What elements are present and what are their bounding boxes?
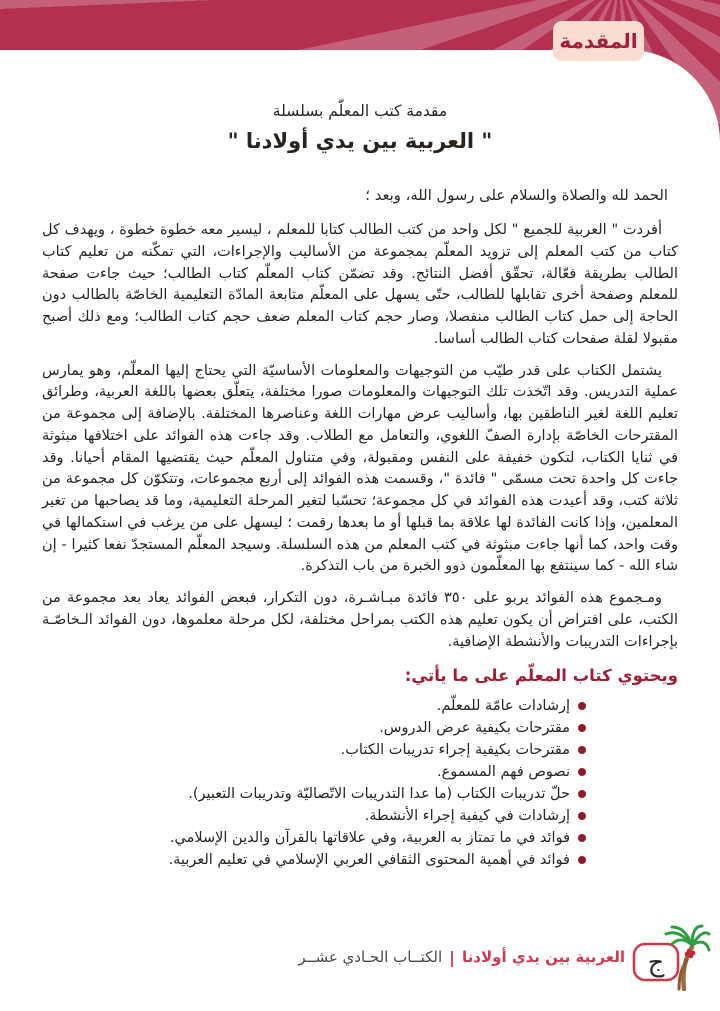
chapter-tab-label: المقدمة <box>559 29 638 53</box>
circle-bullet-icon <box>578 724 586 732</box>
list-item <box>42 695 586 717</box>
list-item-label: مقترحات بكيفية عرض الدروس. <box>379 720 570 737</box>
circle-bullet-icon <box>578 856 586 864</box>
list-item-label: مقترحات بكيفية إجراء تدريبات الكتاب. <box>340 742 570 759</box>
page-content <box>0 50 720 872</box>
list-item <box>42 805 586 827</box>
list-item-label: إرشادات عامّة للمعلّم. <box>436 698 570 715</box>
circle-bullet-icon <box>578 768 586 776</box>
list-item <box>42 761 586 783</box>
list-item-label: إرشادات في كيفية إجراء الأنشطة. <box>364 808 570 825</box>
contents-heading: ويحتوي كتاب المعلّم على ما يأتي: <box>404 666 678 686</box>
paragraph-2: يشتمل الكتاب على قدر طيّب من التوجيهات والمعلومات الأساسيّة التي يحتاج إليها المعلّم، وهو يمارس عملية التدريس. وقد اتّخذت تلك التوجيهات والمعلومات صورا مختلفة، يتعلّق بعضها باللغة العربية، وطرائق تعليم اللغة لغير الناطقين بها، وأساليب عرض مهارات اللغة وعناصرها المختلفة. بالإضافة إلى مجموعة من المقترحات الخاصّة بإدارة الصفّ اللغوي، والتعامل مع الطلاب. وقد جاءت هذه الفوائد على اختلافها مبثوثة في ثنايا الكتاب، لتكون خفيفة على النفس ومقبولة، وفي متناول المعلّم حيث يقتضيها المقام أحيانا. وقد جاءت كل واحدة تحت مسمّى " فائدة "، وقسمت هذه الفوائد إلى أربع مجموعات، وتتكوّن كل مجموعة من ثلاثة كتب، وقد أعيدت هذه الفوائد في كل مجموعة؛ تحسّبا لتغير المرحلة التعليمية، وما قد يصاحبها من تغير المعلمين، وإذا كانت الفائدة لها علاقة بما قبلها أو ما بعدها رقمت ؛ ليسهل على من يرغب في استكمالها في وقت واحد، كما أنها جاءت مبثوثة في كتب المعلم من هذه السلسلة. وسيجد المعلّم المستجدّ نفعا كثيرا - إن شاء الله - كما سينتفع بها المعلّمون ذوو الخبرة من باب التذكرة. <box>42 362 678 575</box>
paragraph-3: ومـجموع هذه الفوائد يربو على ٣٥٠ فائدة مبـاشـرة، دون التكرار، فبعض الفوائد يعاد بعد مجموعة من الكتب، على افتراض أن يكون تعليم هذه الكتب بمراحل مختلفة، لكل مرحلة معلموها، دون الفوائد الـخاصّـة بإجراءات التدريبات والأنشطة الإضافية. <box>42 590 678 650</box>
list-item-label: فوائد في أهمية المحتوى الثقافي العربي الإسلامي في تعليم العربية. <box>168 852 570 869</box>
list-item-label: فوائد في ما تمتاز به العربية، وفي علاقاتها بالقرآن والدين الإسلامي. <box>169 830 570 847</box>
list-item <box>42 827 586 849</box>
palm-tree-logo <box>632 923 712 991</box>
circle-bullet-icon <box>578 746 586 754</box>
page-footer <box>298 923 712 991</box>
footer-series-title: العربية بين يدي أولادنا <box>462 948 625 966</box>
list-item <box>42 783 586 805</box>
page-title-line1: مقدمة كتب المعلّم بسلسلة <box>272 102 448 120</box>
list-item-label: نصوص فهم المسموع. <box>436 764 570 781</box>
circle-bullet-icon <box>578 812 586 820</box>
paragraph-1: أفردت " العربية للجميع " لكل واحد من كتب الطالب كتابا للمعلم ، ليسير معه خطوة خطوة ، ويهدف كل كتاب من كتب المعلم إلى تزويد المعلّم بمجموعة من الأساليب والإجراءات، التي تمكّنه من تعليم كتاب الطالب بطريقة فعّالة، تحقّق أفضل النتائج. وقد تضمّن كتاب المعلّم كتاب الطالب؛ حيث جاءت صفحة للمعلم وصفحة أخرى تقابلها للطالب، حتّى يسهل على المعلّم متابعة المادّة التعليمية الخاصّة بالطالب دون الحاجة إلى حمل كتاب الطالب منفصلا، وصار حجم كتاب المعلم ضعف حجم كتاب الطالب؛ ومع ذلك أصبح مقبولا لقلة صفحات كتاب الطالب أساسا. <box>42 222 678 347</box>
contents-list <box>42 695 586 871</box>
circle-bullet-icon <box>578 790 586 798</box>
circle-bullet-icon <box>578 834 586 842</box>
page-title-series-name: " العربية بين يدي أولادنا " <box>227 129 493 153</box>
logo-letter: ج <box>647 948 665 978</box>
opening-line: الحمد لله والصلاة والسلام على رسول الله، وبعد ؛ <box>365 187 668 204</box>
list-item-label: حلّ تدريبات الكتاب (ما عدا التدريبات الاتّصاليّة وتدريبات التعبير). <box>188 786 570 803</box>
list-item <box>42 849 586 871</box>
circle-bullet-icon <box>578 702 586 710</box>
list-item <box>42 717 586 739</box>
footer-divider: | <box>449 947 455 967</box>
footer-book-title: الكتــاب الحـادي عشــر <box>298 948 443 966</box>
list-item <box>42 739 586 761</box>
